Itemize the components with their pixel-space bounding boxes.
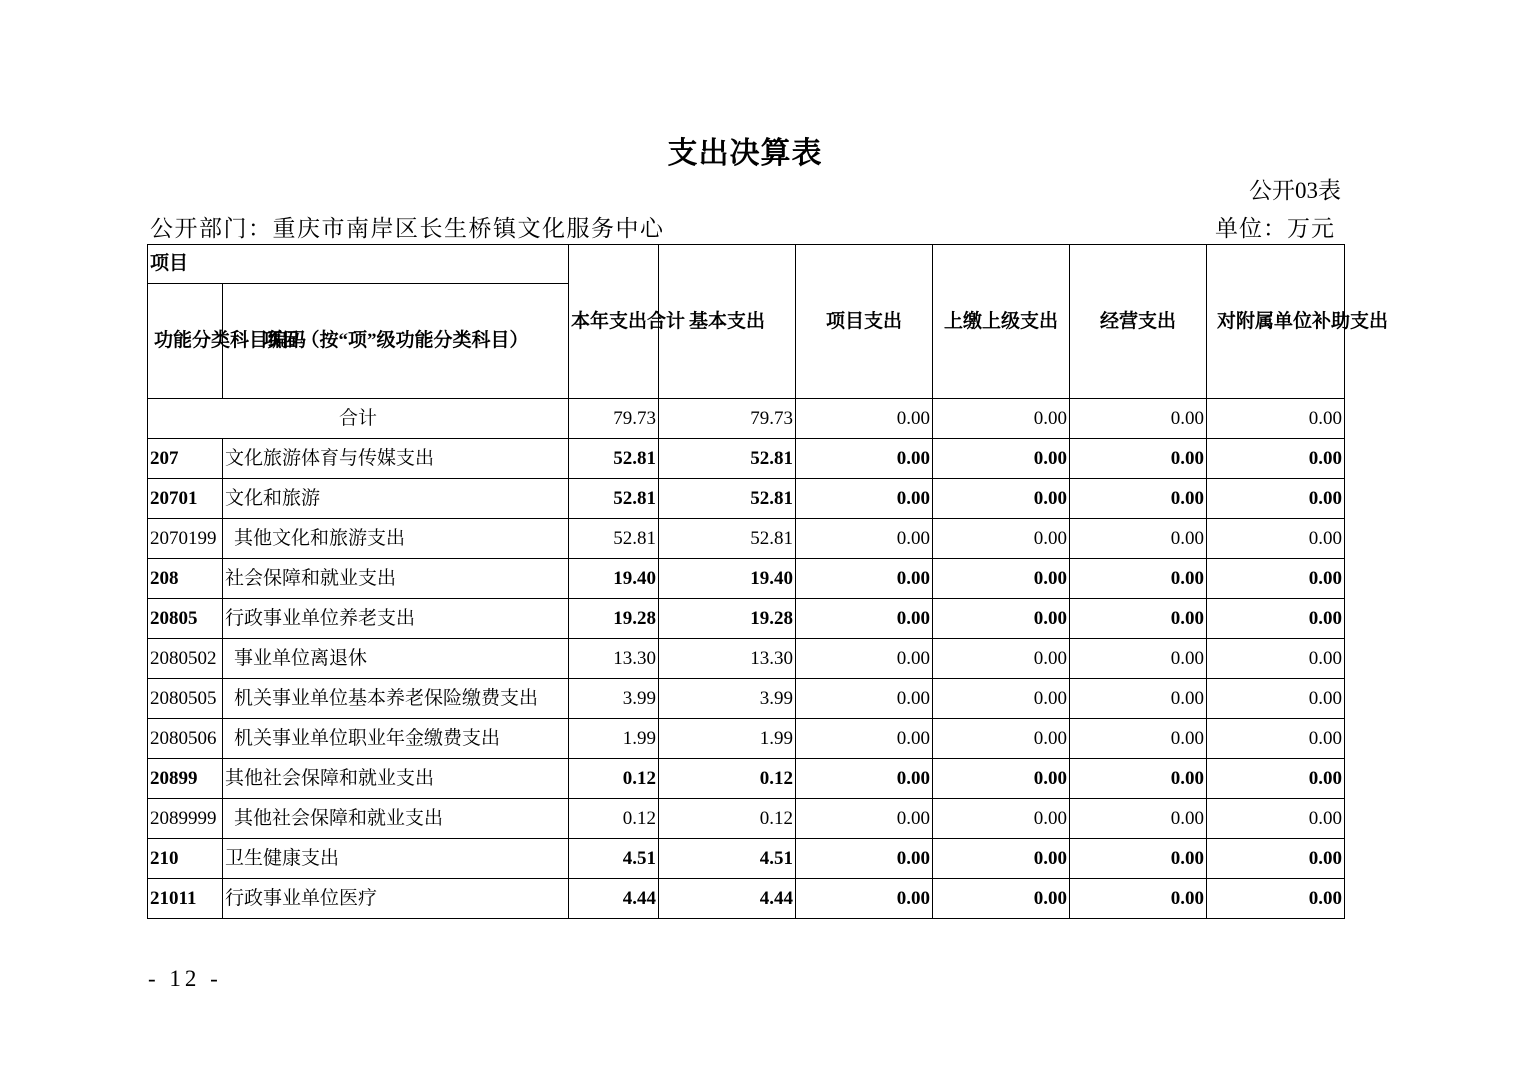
row-cell-subsidy: 0.00 (1207, 639, 1345, 679)
row-code: 21011 (148, 879, 223, 919)
row-cell-total: 52.81 (569, 519, 659, 559)
row-cell-subsidy: 0.00 (1207, 599, 1345, 639)
row-cell-project: 0.00 (796, 759, 933, 799)
row-cell-basic: 52.81 (659, 519, 796, 559)
row-cell-upper: 0.00 (933, 839, 1070, 879)
total-row (148, 399, 1345, 439)
row-cell-project: 0.00 (796, 519, 933, 559)
row-cell-project: 0.00 (796, 559, 933, 599)
row-code: 2080502 (148, 639, 223, 679)
row-cell-business: 0.00 (1070, 519, 1207, 559)
row-cell-project: 0.00 (796, 439, 933, 479)
row-code: 2080506 (148, 719, 223, 759)
row-cell-total: 0.12 (569, 799, 659, 839)
total-cell-upper: 0.00 (933, 399, 1070, 439)
table-row (148, 679, 1345, 719)
row-cell-total: 19.40 (569, 559, 659, 599)
row-cell-business: 0.00 (1070, 479, 1207, 519)
row-name: 文化和旅游 (223, 479, 569, 519)
row-cell-basic: 3.99 (659, 679, 796, 719)
total-cell-total: 79.73 (569, 399, 659, 439)
row-cell-project: 0.00 (796, 479, 933, 519)
row-cell-project: 0.00 (796, 679, 933, 719)
row-cell-business: 0.00 (1070, 799, 1207, 839)
row-cell-upper: 0.00 (933, 439, 1070, 479)
row-cell-upper: 0.00 (933, 639, 1070, 679)
row-code: 207 (148, 439, 223, 479)
row-cell-subsidy: 0.00 (1207, 679, 1345, 719)
row-cell-basic: 52.81 (659, 439, 796, 479)
row-cell-basic: 4.44 (659, 879, 796, 919)
header-project-group: 项目 (148, 245, 569, 284)
row-cell-business: 0.00 (1070, 679, 1207, 719)
header-upper: 上缴上级支出 (933, 245, 1070, 399)
row-cell-basic: 13.30 (659, 639, 796, 679)
row-cell-upper: 0.00 (933, 879, 1070, 919)
row-cell-basic: 0.12 (659, 799, 796, 839)
row-cell-total: 0.12 (569, 759, 659, 799)
row-cell-total: 52.81 (569, 439, 659, 479)
table-row (148, 759, 1345, 799)
page-title: 支出决算表 (667, 137, 823, 170)
row-code: 210 (148, 839, 223, 879)
header-subsidy: 对附属单位补助支出 (1207, 245, 1345, 399)
row-cell-upper: 0.00 (933, 799, 1070, 839)
table-row (148, 719, 1345, 759)
row-cell-total: 1.99 (569, 719, 659, 759)
row-cell-basic: 52.81 (659, 479, 796, 519)
row-code: 2070199 (148, 519, 223, 559)
row-cell-business: 0.00 (1070, 759, 1207, 799)
total-cell-basic: 79.73 (659, 399, 796, 439)
row-cell-project: 0.00 (796, 639, 933, 679)
row-name: 其他社会保障和就业支出 (223, 799, 569, 839)
row-cell-subsidy: 0.00 (1207, 439, 1345, 479)
row-cell-upper: 0.00 (933, 759, 1070, 799)
row-cell-subsidy: 0.00 (1207, 799, 1345, 839)
row-cell-subsidy: 0.00 (1207, 519, 1345, 559)
row-cell-total: 13.30 (569, 639, 659, 679)
row-name: 文化旅游体育与传媒支出 (223, 439, 569, 479)
row-cell-total: 19.28 (569, 599, 659, 639)
row-name: 其他社会保障和就业支出 (223, 759, 569, 799)
form-code: 公开03表 (1249, 178, 1341, 203)
total-label: 合计 (148, 399, 569, 439)
row-cell-project: 0.00 (796, 839, 933, 879)
row-cell-subsidy: 0.00 (1207, 839, 1345, 879)
row-cell-upper: 0.00 (933, 679, 1070, 719)
row-code: 2089999 (148, 799, 223, 839)
row-name: 机关事业单位职业年金缴费支出 (223, 719, 569, 759)
total-cell-project: 0.00 (796, 399, 933, 439)
row-cell-business: 0.00 (1070, 639, 1207, 679)
row-cell-subsidy: 0.00 (1207, 879, 1345, 919)
row-cell-subsidy: 0.00 (1207, 759, 1345, 799)
header-code: 功能分类科目编码 (148, 284, 223, 399)
row-name: 社会保障和就业支出 (223, 559, 569, 599)
row-code: 20701 (148, 479, 223, 519)
row-cell-basic: 4.51 (659, 839, 796, 879)
row-cell-upper: 0.00 (933, 479, 1070, 519)
row-cell-upper: 0.00 (933, 719, 1070, 759)
row-cell-upper: 0.00 (933, 599, 1070, 639)
row-code: 20805 (148, 599, 223, 639)
row-cell-project: 0.00 (796, 599, 933, 639)
department-label: 公开部门：重庆市南岸区长生桥镇文化服务中心 (150, 216, 665, 241)
table-row (148, 799, 1345, 839)
row-cell-basic: 19.40 (659, 559, 796, 599)
unit-label: 单位：万元 (1215, 216, 1335, 241)
row-cell-total: 4.44 (569, 879, 659, 919)
header-project: 项目支出 (796, 245, 933, 399)
total-cell-business: 0.00 (1070, 399, 1207, 439)
total-cell-subsidy: 0.00 (1207, 399, 1345, 439)
header-business: 经营支出 (1070, 245, 1207, 399)
header-total: 本年支出合计 (569, 245, 659, 399)
header-name: 项目（按“项”级功能分类科目） (223, 284, 569, 399)
row-cell-basic: 1.99 (659, 719, 796, 759)
table-row (148, 839, 1345, 879)
row-name: 机关事业单位基本养老保险缴费支出 (223, 679, 569, 719)
table-row (148, 479, 1345, 519)
row-cell-total: 3.99 (569, 679, 659, 719)
row-cell-project: 0.00 (796, 799, 933, 839)
row-name: 其他文化和旅游支出 (223, 519, 569, 559)
row-code: 2080505 (148, 679, 223, 719)
row-cell-business: 0.00 (1070, 879, 1207, 919)
page-number: - 12 - (148, 966, 222, 991)
row-cell-business: 0.00 (1070, 559, 1207, 599)
header-basic: 基本支出 (659, 245, 796, 399)
row-cell-subsidy: 0.00 (1207, 559, 1345, 599)
row-cell-business: 0.00 (1070, 719, 1207, 759)
table-row (148, 439, 1345, 479)
row-cell-total: 4.51 (569, 839, 659, 879)
row-code: 208 (148, 559, 223, 599)
row-cell-project: 0.00 (796, 719, 933, 759)
row-cell-basic: 19.28 (659, 599, 796, 639)
row-name: 事业单位离退休 (223, 639, 569, 679)
row-cell-subsidy: 0.00 (1207, 719, 1345, 759)
row-cell-business: 0.00 (1070, 599, 1207, 639)
table-row (148, 639, 1345, 679)
row-cell-business: 0.00 (1070, 839, 1207, 879)
row-cell-upper: 0.00 (933, 559, 1070, 599)
table-row (148, 519, 1345, 559)
row-cell-upper: 0.00 (933, 519, 1070, 559)
row-name: 行政事业单位医疗 (223, 879, 569, 919)
table-row (148, 559, 1345, 599)
row-cell-basic: 0.12 (659, 759, 796, 799)
row-cell-subsidy: 0.00 (1207, 479, 1345, 519)
table-row (148, 599, 1345, 639)
expenditure-table (147, 244, 1389, 919)
row-cell-project: 0.00 (796, 879, 933, 919)
row-code: 20899 (148, 759, 223, 799)
row-name: 卫生健康支出 (223, 839, 569, 879)
row-cell-total: 52.81 (569, 479, 659, 519)
table-row (148, 879, 1345, 919)
row-name: 行政事业单位养老支出 (223, 599, 569, 639)
row-cell-business: 0.00 (1070, 439, 1207, 479)
